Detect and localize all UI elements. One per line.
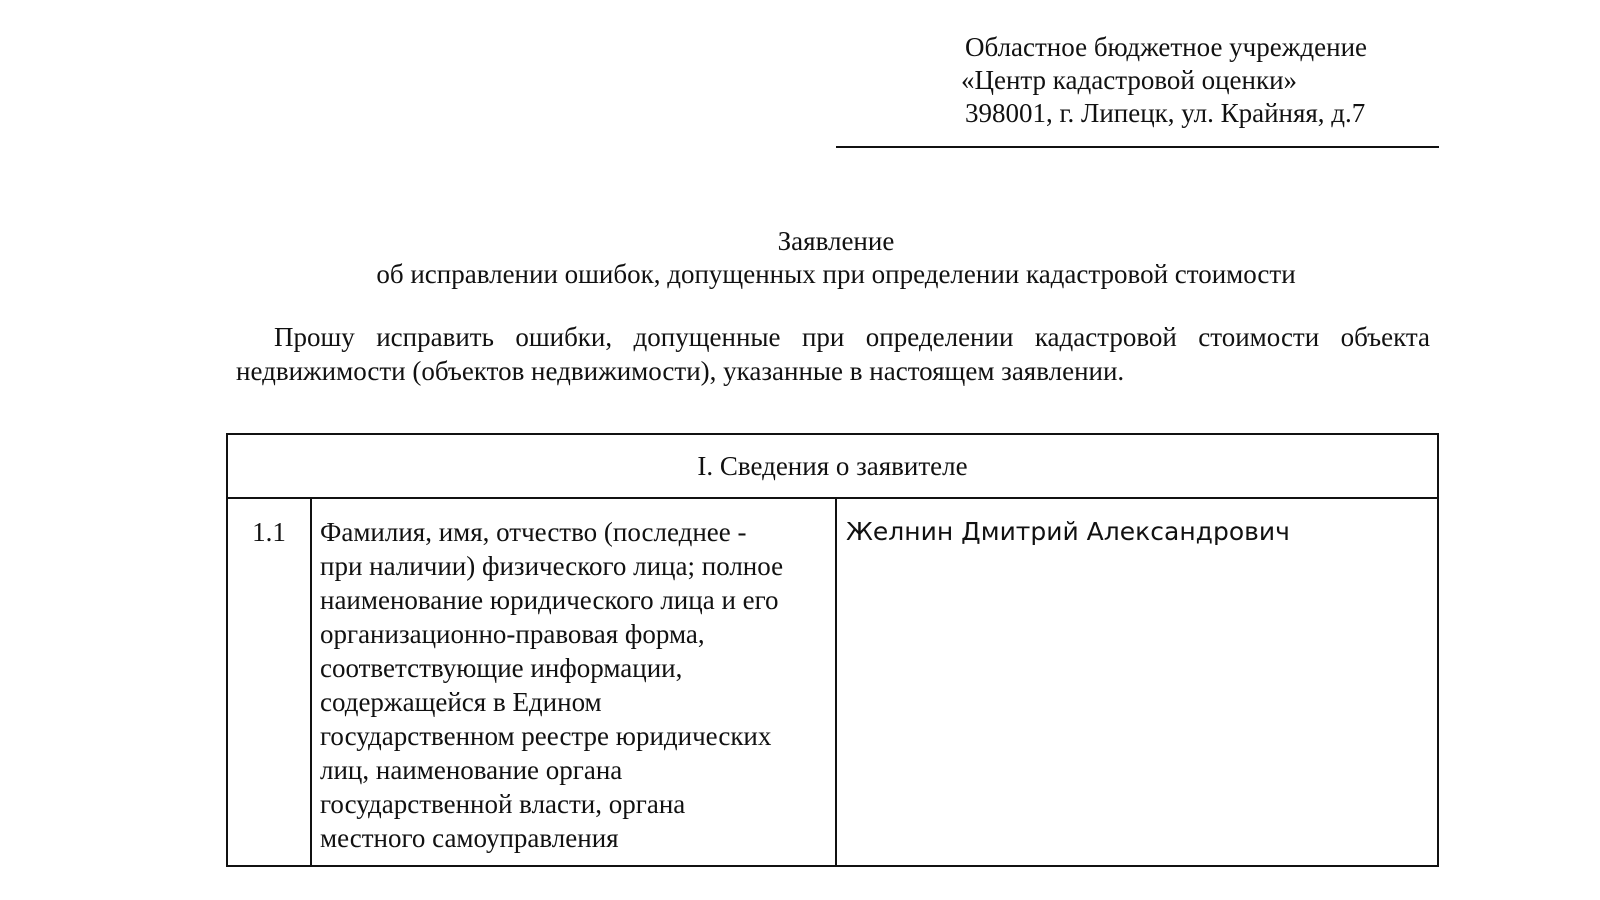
row-label-line: соответствующие информации, xyxy=(320,653,683,683)
row-label-line: государственной власти, органа xyxy=(320,789,686,819)
addressee-divider xyxy=(836,146,1439,148)
row-label-line: лиц, наименование органа xyxy=(320,755,623,785)
table-row xyxy=(228,499,1437,865)
applicant-name-value[interactable]: Желнин Дмитрий Александрович xyxy=(846,517,1290,546)
addressee-address: 398001, г. Липецк, ул. Крайняя, д.7 xyxy=(965,98,1366,128)
row-label-line: Фамилия, имя, отчество (последнее - xyxy=(320,517,747,547)
request-line-1: Прошу исправить ошибки, допущенные при определении кадастровой стоимости объекта xyxy=(274,322,1430,352)
document-title: Заявление xyxy=(777,226,895,256)
row-label-line: организационно-правовая форма, xyxy=(320,619,705,649)
addressee-block xyxy=(961,31,1435,130)
addressee-organization-type: Областное бюджетное учреждение xyxy=(965,32,1368,62)
request-paragraph xyxy=(236,320,1430,388)
section-header-applicant: I. Сведения о заявителе xyxy=(228,435,1437,499)
row-label-line: местного самоуправления xyxy=(320,823,619,853)
row-label-line: наименование юридического лица и его xyxy=(320,585,779,615)
document-subtitle: об исправлении ошибок, допущенных при определении кадастровой стоимости xyxy=(376,259,1296,289)
row-number: 1.1 xyxy=(228,499,312,865)
row-label-line: государственном реестре юридических xyxy=(320,721,772,751)
addressee-organization-name: «Центр кадастровой оценки» xyxy=(961,65,1298,95)
row-label-line: при наличии) физического лица; полное xyxy=(320,551,784,581)
row-label-line: содержащейся в Едином xyxy=(320,687,602,717)
row-label xyxy=(312,499,837,865)
request-line-2: недвижимости (объектов недвижимости), указанные в настоящем заявлении. xyxy=(236,356,1125,386)
applicant-info-table xyxy=(226,433,1439,867)
